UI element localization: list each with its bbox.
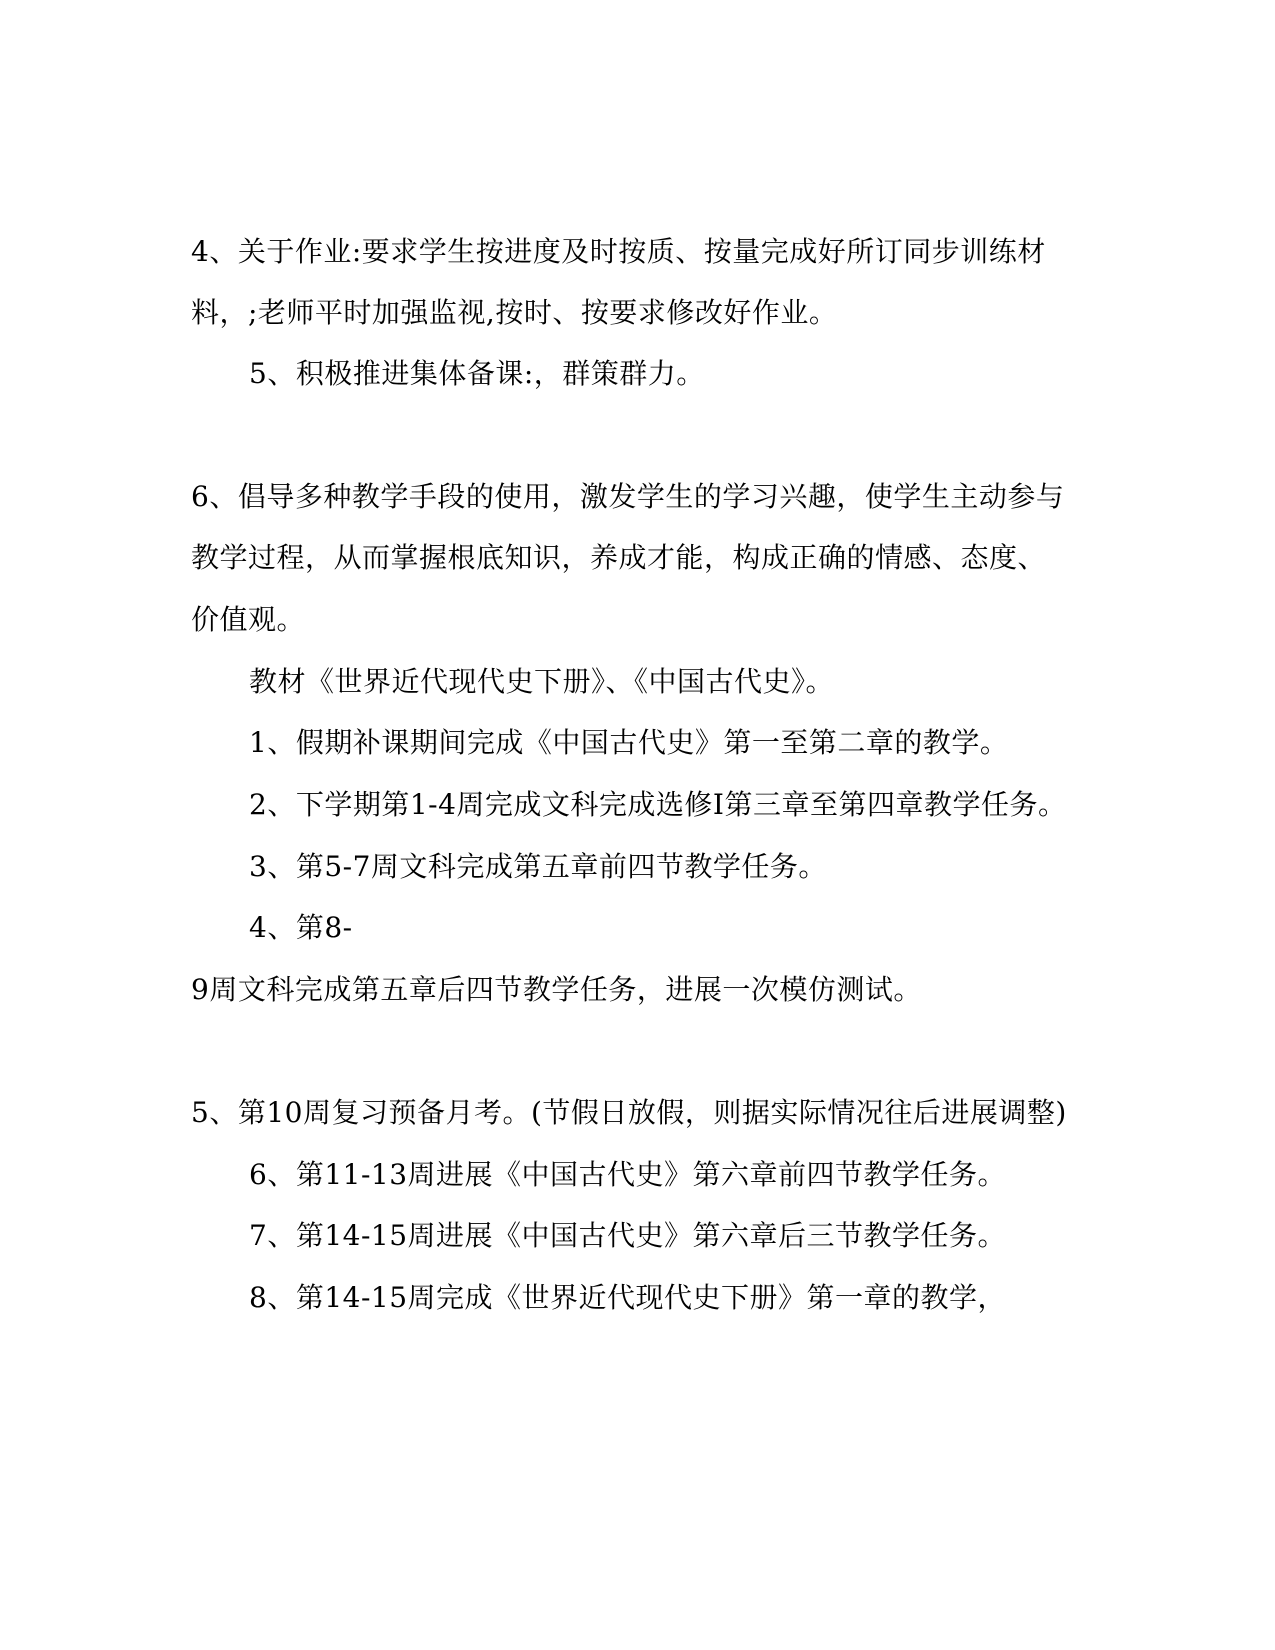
paragraph-line-1: 4、关于作业:要求学生按进度及时按质、按量完成好所订同步训练材 (191, 235, 1046, 268)
paragraph-line-12: 9周文科完成第五章后四节教学任务，进展一次模仿测试。 (191, 973, 922, 1006)
paragraph-line-10: 3、第5-7周文科完成第五章前四节教学任务。 (249, 850, 827, 883)
paragraph-line-3: 5、积极推进集体备课:，群策群力。 (249, 357, 705, 390)
paragraph-line-11: 4、第8- (249, 911, 353, 944)
paragraph-line-6: 价值观。 (191, 603, 306, 636)
paragraph-line-5: 教学过程，从而掌握根底知识，养成才能，构成正确的情感、态度、 (191, 541, 1047, 574)
paragraph-line-2: 料，;老师平时加强监视,按时、按要求修改好作业。 (191, 296, 838, 329)
paragraph-line-7: 教材《世界近代现代史下册》、《中国古代史》。 (249, 665, 835, 698)
paragraph-line-15: 7、第14-15周进展《中国古代史》第六章后三节教学任务。 (249, 1219, 1007, 1252)
paragraph-line-13: 5、第10周复习预备月考。(节假日放假，则据实际情况往后进展调整) (191, 1096, 1067, 1129)
paragraph-line-9: 2、下学期第1-4周完成文科完成选修I第三章至第四章教学任务。 (249, 788, 1067, 821)
paragraph-line-16: 8、第14-15周完成《世界近代现代史下册》第一章的教学， (249, 1281, 1007, 1314)
paragraph-line-14: 6、第11-13周进展《中国古代史》第六章前四节教学任务。 (249, 1158, 1007, 1191)
paragraph-line-4: 6、倡导多种教学手段的使用，激发学生的学习兴趣，使学生主动参与 (191, 480, 1065, 513)
paragraph-line-8: 1、假期补课期间完成《中国古代史》第一至第二章的教学。 (249, 726, 1009, 759)
